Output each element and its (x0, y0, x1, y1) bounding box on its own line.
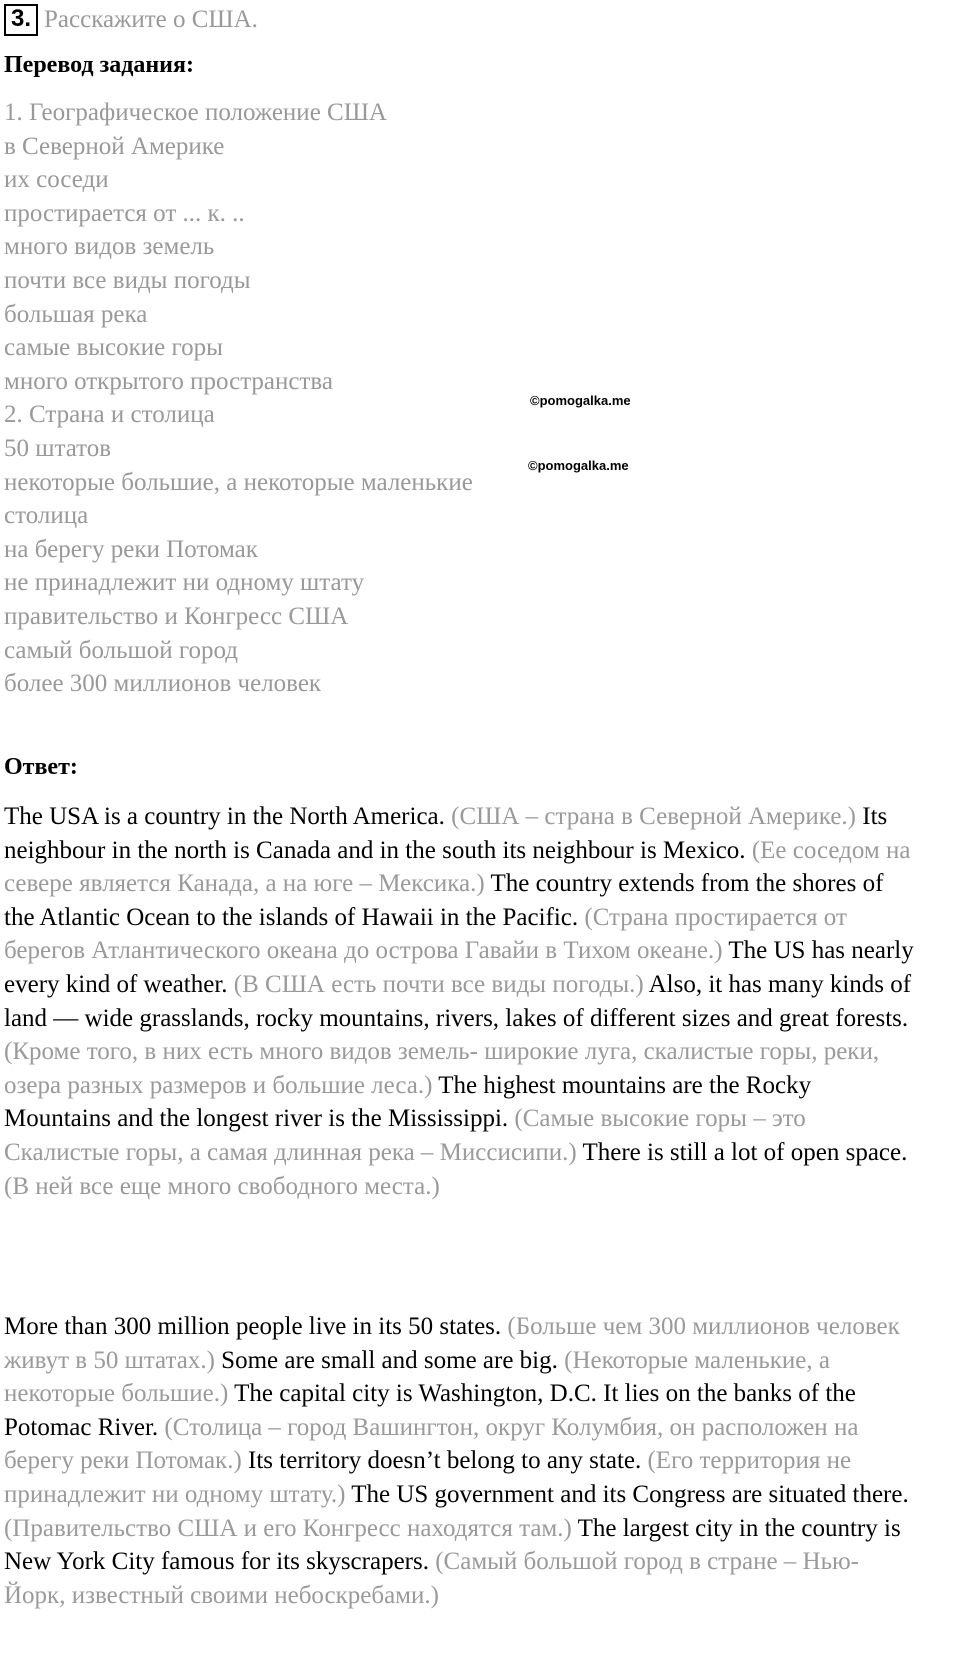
english-sentence: More than 300 million people live in its 50 states. (4, 1313, 508, 1340)
russian-translation: (Его территория не принадлежит ни одному штату.) (4, 1447, 852, 1508)
task-text: Расскажите о США. (44, 6, 258, 33)
english-sentence: Some are small and some are big. (221, 1346, 565, 1374)
plan-item: много открытого пространства (4, 367, 333, 395)
english-sentence: The country extends from the shores of the Atlantic Ocean to the islands of Hawaii in the Pacific. (4, 870, 884, 931)
task-header (4, 4, 258, 36)
russian-translation: (Страна простирается от берегов Атлантического океана до острова Гавайи в Тихом океане.) (4, 903, 847, 965)
russian-translation: (Самые высокие горы – это Скалистые горы, а самая длинная река – Миссисипи.) (4, 1105, 806, 1166)
plan-item: столица (4, 502, 89, 530)
watermark: ©pomogalka.me (530, 393, 631, 408)
plan-item: некоторые большие, а некоторые маленькие (4, 468, 473, 496)
english-sentence: Also, it has many kinds of land — wide grasslands, rocky mountains, rivers, lakes of different sizes and great forests. (4, 970, 912, 1032)
translation-heading: Перевод задания: (4, 52, 194, 78)
plan-item: в Северной Америке (4, 132, 225, 160)
russian-translation: (В ней все еще много свободного места.) (4, 1172, 440, 1200)
answer-heading: Ответ: (4, 754, 78, 780)
answer-paragraph-2 (4, 1310, 914, 1612)
plan-item: самые высокие горы (4, 334, 223, 362)
russian-translation: (В США есть почти все виды погоды.) (233, 970, 649, 998)
plan-item: простирается от ... к. .. (4, 199, 245, 227)
russian-translation: (Ее соседом на севере является Канада, а на юге – Мексика.) (4, 836, 911, 898)
russian-translation: (Некоторые маленькие, а некоторые большие.) (4, 1346, 830, 1408)
plan-item: много видов земель (4, 233, 215, 261)
plan-item: 50 штатов (4, 434, 112, 462)
russian-translation: (Самый большой город в стране – Нью-Йорк, известный своими небоскребами.) (4, 1548, 859, 1609)
plan-item: самый большой город (4, 636, 239, 664)
russian-translation: (США – страна в Северной Америке.) (451, 803, 863, 830)
plan-item: не принадлежит ни одному штату (4, 569, 365, 597)
russian-translation: (Столица – город Вашингтон, округ Колумбия, он расположен на берегу реки Потомак.) (4, 1413, 859, 1475)
plan-item: почти все виды погоды (4, 266, 251, 294)
task-number: 3. (4, 4, 38, 36)
english-sentence: The US government and its Congress are situated there. (351, 1480, 909, 1508)
russian-translation: (Правительство США и его Конгресс находятся там.) (4, 1514, 578, 1542)
english-sentence: The largest city in the country is New York City famous for its skyscrapers. (4, 1514, 901, 1576)
english-sentence: Its territory doesn’t belong to any state. (248, 1447, 648, 1475)
english-sentence: The capital city is Washington, D.C. It lies on the banks of the Potomac River. (4, 1380, 856, 1441)
plan-list (4, 96, 473, 701)
plan-item: более 300 миллионов человек (4, 670, 322, 698)
english-sentence: The highest mountains are the Rocky Mountains and the longest river is the Mississippi. (4, 1071, 812, 1133)
watermark: ©pomogalka.me (528, 458, 629, 473)
plan-item: 2. Страна и столица (4, 401, 215, 429)
english-sentence: The US has nearly every kind of weather. (4, 937, 914, 998)
plan-item: их соседи (4, 166, 109, 194)
russian-translation: (Больше чем 300 миллионов человек живут в 50 штатах.) (4, 1313, 900, 1374)
english-sentence: Its neighbour in the north is Canada and in the south its neighbour is Mexico. (4, 803, 888, 864)
plan-item: на берегу реки Потомак (4, 535, 258, 563)
russian-translation: (Кроме того, в них есть много видов земель- широкие луга, скалистые горы, реки, озера разных размеров и большие леса.) (4, 1038, 880, 1099)
plan-item: правительство и Конгресс США (4, 602, 349, 630)
plan-item: 1. Географическое положение США (4, 99, 387, 126)
answer-paragraph-1 (4, 800, 914, 1203)
english-sentence: There is still a lot of open space. (582, 1138, 908, 1166)
plan-item: большая река (4, 300, 148, 328)
english-sentence: The USA is a country in the North America. (4, 803, 452, 830)
